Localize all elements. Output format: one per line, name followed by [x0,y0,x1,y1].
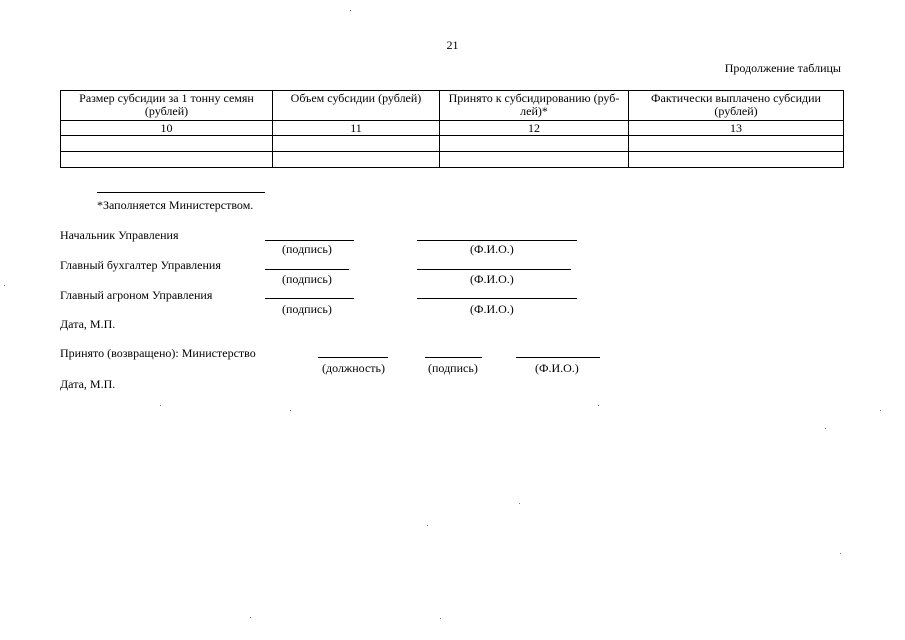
accountant-sign-caption: (подпись) [282,272,332,286]
table-cell [629,136,844,152]
scan-speck [160,405,161,406]
scan-speck [519,503,520,504]
column-number-row [61,121,844,136]
accountant-name-caption: (Ф.И.О.) [470,272,514,286]
scan-speck [350,10,351,11]
agronomist-name-line [417,298,577,299]
head-signature-line [265,240,354,241]
header-actually-paid: Фактически выплачено субсидии (рублей) [629,91,844,121]
accountant-signature-line [265,269,349,270]
date-stamp: Дата, М.П. [60,377,116,391]
date-stamp: Дата, М.П. [60,317,116,331]
ministry-signature-line [425,357,482,358]
table-cell [273,152,440,168]
page-number: 21 [446,38,459,52]
column-number: 12 [440,121,629,136]
header-subsidy-volume: Объем субсидии (рублей) [273,91,440,121]
ministry-sign-caption: (подпись) [428,361,478,375]
continuation-label: Продолжение таблицы [724,61,841,75]
header-subsidy-per-ton: Размер субсидии за 1 тонну семян (рублей) [61,91,273,121]
table-cell [440,136,629,152]
scan-speck [290,410,291,411]
table-cell [629,152,844,168]
ministry-name-line [516,357,600,358]
scan-speck [250,617,251,618]
head-name-line [417,240,577,241]
head-name-caption: (Ф.И.О.) [470,242,514,256]
agronomist-title: Главный агроном Управления [60,288,213,302]
footnote: *Заполняется Министерством. [97,198,254,212]
scan-speck [840,553,841,554]
accountant-name-line [417,269,571,270]
subsidy-table [60,90,844,168]
head-title: Начальник Управления [60,228,179,242]
ministry-position-caption: (должность) [322,361,385,375]
head-sign-caption: (подпись) [282,242,332,256]
ministry-title: Принято (возвращено): Министерство [60,346,256,360]
table-cell [61,152,273,168]
scan-speck [440,618,441,619]
scan-speck [4,285,5,286]
column-number: 11 [273,121,440,136]
agronomist-sign-caption: (подпись) [282,302,332,316]
table-cell [61,136,273,152]
scan-speck [880,410,881,411]
ministry-position-line [318,357,388,358]
table-row [61,152,844,168]
table-cell [440,152,629,168]
scan-speck [598,405,599,406]
scan-speck [825,428,826,429]
footnote-separator [97,192,265,193]
table-row [61,136,844,152]
header-accepted-for-subsidy: Принято к субсидированию (руб-лей)* [440,91,629,121]
agronomist-signature-line [265,298,354,299]
table-header-row [61,91,844,121]
agronomist-name-caption: (Ф.И.О.) [470,302,514,316]
accountant-title: Главный бухгалтер Управления [60,258,221,272]
column-number: 10 [61,121,273,136]
ministry-name-caption: (Ф.И.О.) [535,361,579,375]
column-number: 13 [629,121,844,136]
scan-speck [427,525,428,526]
table-cell [273,136,440,152]
